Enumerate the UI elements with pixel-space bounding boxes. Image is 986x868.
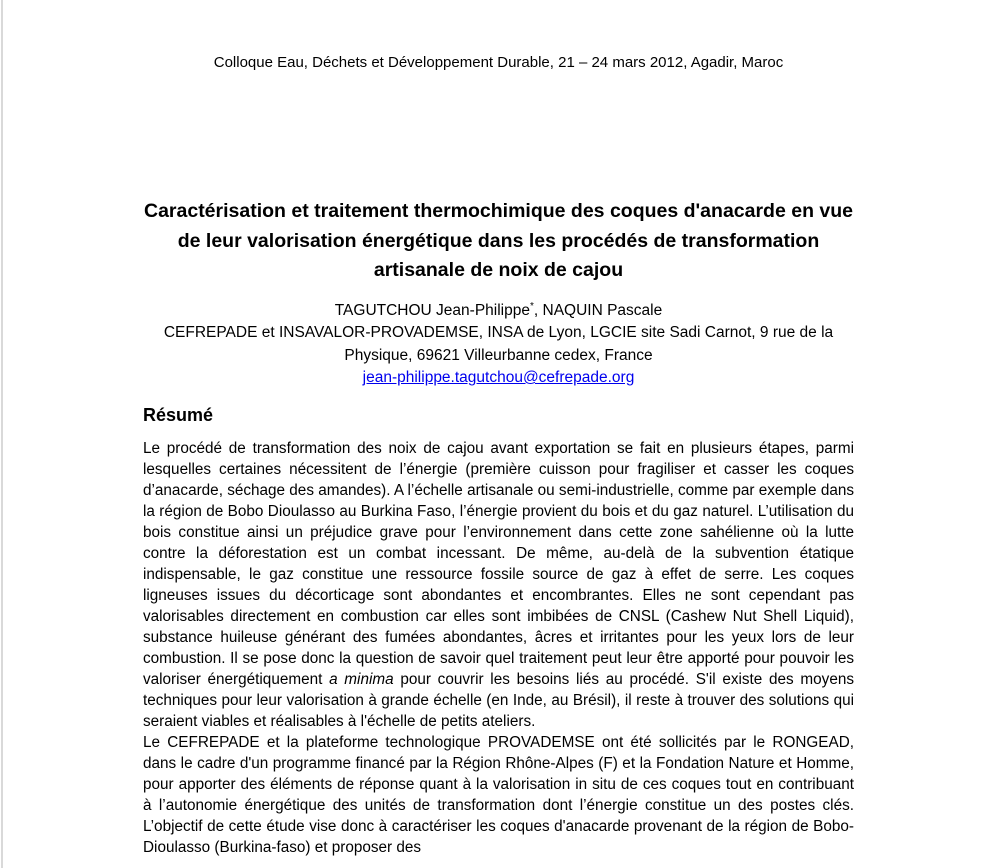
author-note-marker: *	[529, 300, 534, 312]
paper-title: Caractérisation et traitement thermochimique des coques d'anacarde en vue de leur valorisation énergétique dans les procédés de transformation artisanale de noix de cajou	[143, 200, 854, 281]
author-rest: , NAQUIN Pascale	[533, 301, 663, 319]
abstract-paragraph	[143, 732, 854, 858]
abstract-paragraph	[143, 438, 854, 732]
authors-line	[143, 300, 854, 323]
text-segment: Le procédé de transformation des noix de cajou avant exportation se fait en plusieurs étapes, parmi lesquelles certaines nécessitent de l’énergie (première cuisson pour fragiliser et casser les coques d’anacarde, séchage des amandes). A l’échelle artisanale ou semi-industrielle, comme par exemple dans la région de Bobo Dioulasso au Burkina Faso, l’énergie provient du bois et du gaz naturel. L’utilisation du bois constitue ainsi un préjudice grave pour l’environnement dans cette zone sahélienne où la lutte contre la déforestation est un combat incessant. De même, au-delà de la subvention étatique indispensable, le gaz constitue une ressource fossile source de gaz à effet de serre. Les coques ligneuses issues du décorticage sont abondantes et encombrantes. Elles ne sont cependant pas valorisables directement en combustion car elles sont imbibées de CNSL (Cashew Nut Shell Liquid), substance huileuse générant des fumées abondantes, âcres et irritantes pour les yeux lors de leur combustion. Il se pose donc la question de savoir quel traitement peut leur être apporté pour pouvoir les valoriser énergétiquement	[143, 439, 854, 688]
text-segment: pour couvrir les besoins liés au procédé. S'il existe des moyens techniques pour leur valorisation à grande échelle (en Inde, au Brésil), il reste à trouver des solutions qui seraient viables et réalisables à l'échelle de petits ateliers.	[143, 670, 854, 730]
text-column	[143, 0, 854, 858]
page-edge-line	[1, 0, 3, 868]
email-row	[143, 367, 854, 390]
conference-header: Colloque Eau, Déchets et Développement Durable, 21 – 24 mars 2012, Agadir, Maroc	[213, 54, 784, 71]
italic-phrase: a minima	[329, 670, 394, 688]
email-link[interactable]: jean-philippe.tagutchou@cefrepade.org	[362, 369, 635, 386]
abstract-body	[143, 438, 854, 858]
author-first: TAGUTCHOU Jean-Philippe	[334, 301, 530, 319]
text-segment: Le CEFREPADE et la plateforme technologique PROVADEMSE ont été sollicités par le RONGEAD, dans le cadre d'un programme financé par la Région Rhône-Alpes (F) et la Fondation Nature et Homme, pour apporter des éléments de réponse quant à la valorisation in situ de ces coques tout en contribuant à l’autonomie énergétique des unités de transformation dont l’énergie constitue un des postes clés. L’objectif de cette étude vise donc à caractériser les coques d'anacarde provenant de la région de Bobo-Dioulasso (Burkina-faso) et proposer des	[143, 733, 854, 856]
affiliation-line: CEFREPADE et INSAVALOR-PROVADEMSE, INSA de Lyon, LGCIE site Sadi Carnot, 9 rue de la Physique, 69621 Villeurbanne cedex, France	[163, 324, 834, 364]
abstract-heading: Résumé	[143, 404, 214, 425]
